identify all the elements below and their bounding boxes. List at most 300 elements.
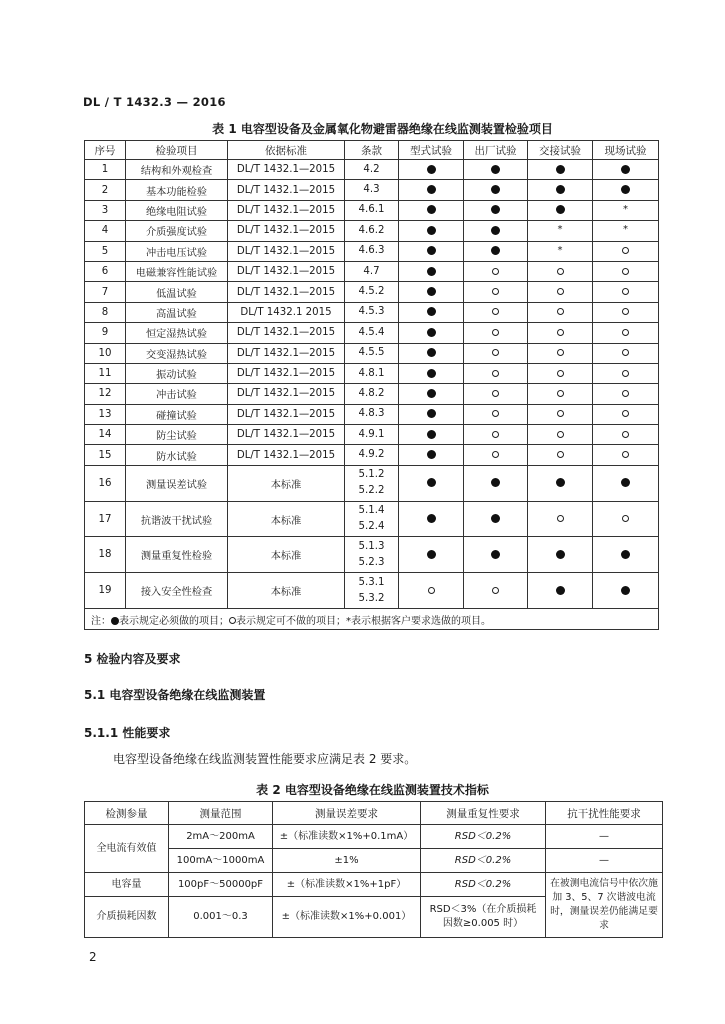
cell-no: 16 <box>85 465 126 501</box>
param-capacitance: 电容量 <box>85 873 169 897</box>
handover-test-mark <box>528 282 593 302</box>
field-test-mark <box>593 445 659 465</box>
hollow-circle-icon <box>557 451 564 458</box>
filled-dot-icon <box>427 550 436 559</box>
filled-dot-icon <box>491 185 500 194</box>
filled-dot-icon <box>491 478 500 487</box>
cell-clause <box>345 573 399 609</box>
handover-test-mark <box>528 160 593 180</box>
asterisk-icon: * <box>557 244 563 256</box>
cell-item: 冲击电压试验 <box>126 241 228 261</box>
col-header-anti-interference: 抗干扰性能要求 <box>546 802 663 825</box>
type-test-mark <box>399 241 464 261</box>
filled-dot-icon <box>556 478 565 487</box>
filled-dot-icon <box>427 409 436 418</box>
table-row <box>85 384 659 404</box>
cell-standard: DL/T 1432.1—2015 <box>228 445 345 465</box>
type-test-mark <box>399 221 464 241</box>
note-dot-text: 表示规定必须做的项目； <box>119 615 229 627</box>
factory-test-mark <box>464 537 528 573</box>
cell-standard: 本标准 <box>228 465 345 501</box>
cell-item: 防尘试验 <box>126 425 228 445</box>
cell-item: 基本功能检验 <box>126 180 228 200</box>
col-header-field-test: 现场试验 <box>593 141 659 160</box>
clause-line: 5.2.2 <box>358 485 385 497</box>
cell-standard: DL/T 1432.1—2015 <box>228 363 345 383</box>
handover-test-mark <box>528 537 593 573</box>
type-test-mark <box>399 282 464 302</box>
type-test-mark <box>399 200 464 220</box>
cell-clause <box>345 537 399 573</box>
cell-clause <box>345 343 399 363</box>
hollow-circle-icon <box>428 587 435 594</box>
cell-clause <box>345 241 399 261</box>
hollow-circle-icon <box>622 288 629 295</box>
hollow-circle-icon <box>557 308 564 315</box>
hollow-circle-icon <box>622 308 629 315</box>
asterisk-icon: * <box>623 224 628 236</box>
hollow-circle-icon <box>622 431 629 438</box>
col-header-type-test: 型式试验 <box>399 141 464 160</box>
clause-line: 5.1.4 <box>358 505 385 517</box>
section-5-heading: 5 检验内容及要求 <box>84 652 181 666</box>
handover-test-mark <box>528 384 593 404</box>
factory-test-mark <box>464 445 528 465</box>
col-header-error: 测量误差要求 <box>273 802 421 825</box>
field-test-mark <box>593 241 659 261</box>
cell-standard: 本标准 <box>228 573 345 609</box>
cell-item: 测量重复性检验 <box>126 537 228 573</box>
cell-no: 4 <box>85 221 126 241</box>
table-row <box>85 465 659 501</box>
hollow-circle-icon <box>492 370 499 377</box>
col-header-range: 测量范围 <box>169 802 273 825</box>
hollow-circle-icon <box>492 268 499 275</box>
type-test-mark <box>399 160 464 180</box>
type-test-mark <box>399 323 464 343</box>
cell-no: 8 <box>85 302 126 322</box>
field-test-mark <box>593 282 659 302</box>
cell-standard: DL/T 1432.1—2015 <box>228 180 345 200</box>
field-test-mark <box>593 343 659 363</box>
cell-clause <box>345 501 399 537</box>
hollow-circle-icon <box>622 390 629 397</box>
clause-line: 4.7 <box>363 265 380 277</box>
table1-caption: 表 1 电容型设备及金属氧化物避雷器绝缘在线监测装置检验项目 <box>212 122 553 136</box>
filled-dot-icon <box>556 550 565 559</box>
hollow-circle-icon <box>492 308 499 315</box>
field-test-mark <box>593 501 659 537</box>
document-header: DL / T 1432.3 — 2016 <box>83 95 226 109</box>
filled-dot-icon <box>621 478 630 487</box>
cell-error: ±（标准读数×1%+0.001） <box>273 897 421 938</box>
filled-dot-icon <box>111 617 119 625</box>
table-row <box>85 849 663 873</box>
hollow-circle-icon <box>557 390 564 397</box>
handover-test-mark <box>528 323 593 343</box>
filled-dot-icon <box>427 514 436 523</box>
hollow-circle-icon <box>492 329 499 336</box>
cell-no: 5 <box>85 241 126 261</box>
factory-test-mark <box>464 282 528 302</box>
cell-clause <box>345 323 399 343</box>
type-test-mark <box>399 573 464 609</box>
cell-no: 13 <box>85 404 126 424</box>
factory-test-mark <box>464 363 528 383</box>
col-header-repeatability: 测量重复性要求 <box>421 802 546 825</box>
clause-line: 4.6.1 <box>358 204 385 216</box>
factory-test-mark <box>464 384 528 404</box>
cell-repeatability: RSD＜0.2% <box>421 873 546 897</box>
page-number: 2 <box>89 950 97 964</box>
filled-dot-icon <box>427 307 436 316</box>
hollow-circle-icon <box>229 617 236 624</box>
factory-test-mark <box>464 241 528 261</box>
hollow-circle-icon <box>622 349 629 356</box>
filled-dot-icon <box>491 226 500 235</box>
cell-item: 碰撞试验 <box>126 404 228 424</box>
filled-dot-icon <box>427 226 436 235</box>
cell-range: 0.001～0.3 <box>169 897 273 938</box>
cell-clause <box>345 465 399 501</box>
note-circle-text: 表示规定可不做的项目；*表示根据客户要求选做的项目。 <box>236 615 491 627</box>
field-test-mark <box>593 302 659 322</box>
cell-standard: DL/T 1432.1 2015 <box>228 302 345 322</box>
factory-test-mark <box>464 261 528 281</box>
table-row <box>85 343 659 363</box>
col-header-standard: 依据标准 <box>228 141 345 160</box>
field-test-mark <box>593 323 659 343</box>
cell-no: 6 <box>85 261 126 281</box>
cell-standard: DL/T 1432.1—2015 <box>228 261 345 281</box>
filled-dot-icon <box>427 478 436 487</box>
handover-test-mark <box>528 404 593 424</box>
field-test-mark <box>593 425 659 445</box>
handover-test-mark <box>528 343 593 363</box>
table-row <box>85 323 659 343</box>
table-row <box>85 425 659 445</box>
cell-no: 11 <box>85 363 126 383</box>
table-row <box>85 261 659 281</box>
hollow-circle-icon <box>622 515 629 522</box>
clause-line: 4.8.1 <box>358 367 385 379</box>
table-row <box>85 404 659 424</box>
clause-line: 4.8.3 <box>358 408 385 420</box>
cell-clause <box>345 404 399 424</box>
cell-standard: DL/T 1432.1—2015 <box>228 323 345 343</box>
cell-no: 15 <box>85 445 126 465</box>
hollow-circle-icon <box>492 410 499 417</box>
table-row <box>85 825 663 849</box>
cell-clause <box>345 302 399 322</box>
factory-test-mark <box>464 323 528 343</box>
table-row <box>85 873 663 897</box>
hollow-circle-icon <box>557 515 564 522</box>
clause-line: 5.2.3 <box>358 556 385 568</box>
col-header-no: 序号 <box>85 141 126 160</box>
factory-test-mark <box>464 180 528 200</box>
clause-line: 4.5.2 <box>358 286 385 298</box>
filled-dot-icon <box>621 550 630 559</box>
handover-test-mark <box>528 180 593 200</box>
clause-line: 5.1.2 <box>358 469 385 481</box>
field-test-mark <box>593 384 659 404</box>
hollow-circle-icon <box>492 587 499 594</box>
hollow-circle-icon <box>557 410 564 417</box>
clause-line: 4.3 <box>363 184 380 196</box>
hollow-circle-icon <box>622 370 629 377</box>
cell-standard: 本标准 <box>228 501 345 537</box>
clause-line: 4.9.2 <box>358 449 385 461</box>
field-test-mark <box>593 465 659 501</box>
handover-test-mark <box>528 465 593 501</box>
filled-dot-icon <box>491 514 500 523</box>
body-paragraph: 电容型设备绝缘在线监测装置性能要求应满足表 2 要求。 <box>113 752 417 766</box>
factory-test-mark <box>464 160 528 180</box>
type-test-mark <box>399 363 464 383</box>
cell-standard: DL/T 1432.1—2015 <box>228 282 345 302</box>
type-test-mark <box>399 465 464 501</box>
factory-test-mark <box>464 200 528 220</box>
filled-dot-icon <box>556 185 565 194</box>
handover-test-mark <box>528 241 593 261</box>
clause-line: 4.5.3 <box>358 306 385 318</box>
field-test-mark <box>593 537 659 573</box>
clause-line: 5.3.1 <box>358 576 385 588</box>
filled-dot-icon <box>556 586 565 595</box>
table-row <box>85 160 659 180</box>
table-row <box>85 445 659 465</box>
hollow-circle-icon <box>557 268 564 275</box>
param-dielectric-loss: 介质损耗因数 <box>85 897 169 938</box>
cell-item: 抗谐波干扰试验 <box>126 501 228 537</box>
inspection-items-table <box>84 140 659 630</box>
cell-item: 低温试验 <box>126 282 228 302</box>
clause-line: 5.1.3 <box>358 540 385 552</box>
table-row <box>85 573 659 609</box>
clause-line: 4.5.4 <box>358 326 385 338</box>
cell-no: 10 <box>85 343 126 363</box>
cell-item: 结构和外观检查 <box>126 160 228 180</box>
cell-anti-interference: 在被测电流信号中依次施加 3、5、7 次谐波电流时，测量误差仍能满足要求 <box>546 873 663 938</box>
cell-clause <box>345 363 399 383</box>
filled-dot-icon <box>491 205 500 214</box>
field-test-mark <box>593 404 659 424</box>
cell-item: 冲击试验 <box>126 384 228 404</box>
filled-dot-icon <box>427 430 436 439</box>
field-test-mark <box>593 200 659 220</box>
clause-line: 4.9.1 <box>358 428 385 440</box>
col-header-factory-test: 出厂试验 <box>464 141 528 160</box>
filled-dot-icon <box>491 550 500 559</box>
factory-test-mark <box>464 221 528 241</box>
hollow-circle-icon <box>557 329 564 336</box>
table2-caption: 表 2 电容型设备绝缘在线监测装置技术指标 <box>256 783 489 797</box>
type-test-mark <box>399 537 464 573</box>
hollow-circle-icon <box>557 431 564 438</box>
table-row <box>85 537 659 573</box>
table-row <box>85 363 659 383</box>
hollow-circle-icon <box>622 247 629 254</box>
handover-test-mark <box>528 221 593 241</box>
filled-dot-icon <box>427 246 436 255</box>
filled-dot-icon <box>621 165 630 174</box>
cell-standard: DL/T 1432.1—2015 <box>228 384 345 404</box>
hollow-circle-icon <box>622 410 629 417</box>
cell-range: 100pF～50000pF <box>169 873 273 897</box>
clause-line: 4.5.5 <box>358 347 385 359</box>
cell-no: 14 <box>85 425 126 445</box>
handover-test-mark <box>528 302 593 322</box>
cell-item: 电磁兼容性能试验 <box>126 261 228 281</box>
cell-clause <box>345 200 399 220</box>
clause-line: 5.2.4 <box>358 521 385 533</box>
factory-test-mark <box>464 465 528 501</box>
hollow-circle-icon <box>622 268 629 275</box>
cell-item: 测量误差试验 <box>126 465 228 501</box>
cell-item: 接入安全性检查 <box>126 573 228 609</box>
cell-clause <box>345 282 399 302</box>
cell-standard: DL/T 1432.1—2015 <box>228 221 345 241</box>
cell-item: 恒定湿热试验 <box>126 323 228 343</box>
handover-test-mark <box>528 363 593 383</box>
clause-line: 4.8.2 <box>358 387 385 399</box>
filled-dot-icon <box>621 185 630 194</box>
filled-dot-icon <box>427 369 436 378</box>
hollow-circle-icon <box>622 451 629 458</box>
filled-dot-icon <box>621 586 630 595</box>
hollow-circle-icon <box>622 329 629 336</box>
asterisk-icon: * <box>557 224 563 236</box>
table-row <box>85 180 659 200</box>
table1-note <box>85 609 659 630</box>
cell-standard: DL/T 1432.1—2015 <box>228 241 345 261</box>
hollow-circle-icon <box>492 288 499 295</box>
field-test-mark <box>593 180 659 200</box>
type-test-mark <box>399 384 464 404</box>
section-5-1-1-heading: 5.1.1 性能要求 <box>84 726 171 740</box>
cell-standard: DL/T 1432.1—2015 <box>228 425 345 445</box>
cell-clause <box>345 221 399 241</box>
factory-test-mark <box>464 501 528 537</box>
cell-error: ±1% <box>273 849 421 873</box>
cell-repeatability: RSD＜0.2% <box>421 825 546 849</box>
type-test-mark <box>399 425 464 445</box>
cell-clause <box>345 445 399 465</box>
clause-line: 5.3.2 <box>358 592 385 604</box>
cell-standard: DL/T 1432.1—2015 <box>228 160 345 180</box>
cell-clause <box>345 160 399 180</box>
filled-dot-icon <box>556 165 565 174</box>
filled-dot-icon <box>427 185 436 194</box>
filled-dot-icon <box>491 165 500 174</box>
factory-test-mark <box>464 425 528 445</box>
filled-dot-icon <box>556 205 565 214</box>
hollow-circle-icon <box>492 431 499 438</box>
note-prefix: 注： <box>91 615 111 627</box>
cell-item: 高温试验 <box>126 302 228 322</box>
cell-range: 2mA～200mA <box>169 825 273 849</box>
hollow-circle-icon <box>492 451 499 458</box>
field-test-mark <box>593 221 659 241</box>
cell-no: 3 <box>85 200 126 220</box>
handover-test-mark <box>528 445 593 465</box>
handover-test-mark <box>528 200 593 220</box>
cell-standard: DL/T 1432.1—2015 <box>228 343 345 363</box>
filled-dot-icon <box>427 205 436 214</box>
field-test-mark <box>593 363 659 383</box>
cell-item: 交变湿热试验 <box>126 343 228 363</box>
filled-dot-icon <box>427 450 436 459</box>
type-test-mark <box>399 261 464 281</box>
cell-no: 2 <box>85 180 126 200</box>
hollow-circle-icon <box>557 370 564 377</box>
type-test-mark <box>399 302 464 322</box>
field-test-mark <box>593 261 659 281</box>
table-row <box>85 501 659 537</box>
col-header-item: 检验项目 <box>126 141 228 160</box>
cell-clause <box>345 180 399 200</box>
table-row <box>85 302 659 322</box>
cell-anti-interference: — <box>546 849 663 873</box>
type-test-mark <box>399 445 464 465</box>
type-test-mark <box>399 180 464 200</box>
handover-test-mark <box>528 501 593 537</box>
param-total-current: 全电流有效值 <box>85 825 169 873</box>
clause-line: 4.2 <box>363 163 380 175</box>
cell-item: 防水试验 <box>126 445 228 465</box>
type-test-mark <box>399 343 464 363</box>
type-test-mark <box>399 404 464 424</box>
col-header-clause: 条款 <box>345 141 399 160</box>
cell-no: 9 <box>85 323 126 343</box>
hollow-circle-icon <box>557 288 564 295</box>
cell-error: ±（标准读数×1%+0.1mA） <box>273 825 421 849</box>
cell-no: 7 <box>85 282 126 302</box>
table-row <box>85 221 659 241</box>
field-test-mark <box>593 160 659 180</box>
cell-repeatability: RSD＜3%（在介质损耗因数≥0.005 时） <box>421 897 546 938</box>
filled-dot-icon <box>427 267 436 276</box>
cell-no: 18 <box>85 537 126 573</box>
cell-error: ±（标准读数×1%+1pF） <box>273 873 421 897</box>
filled-dot-icon <box>427 389 436 398</box>
clause-line: 4.6.3 <box>358 245 385 257</box>
table-row <box>85 241 659 261</box>
cell-clause <box>345 384 399 404</box>
filled-dot-icon <box>427 328 436 337</box>
filled-dot-icon <box>427 165 436 174</box>
factory-test-mark <box>464 404 528 424</box>
filled-dot-icon <box>491 246 500 255</box>
handover-test-mark <box>528 573 593 609</box>
cell-item: 绝缘电阻试验 <box>126 200 228 220</box>
hollow-circle-icon <box>557 349 564 356</box>
table1-header-row <box>85 141 659 160</box>
handover-test-mark <box>528 425 593 445</box>
filled-dot-icon <box>427 348 436 357</box>
col-header-parameter: 检测参量 <box>85 802 169 825</box>
factory-test-mark <box>464 343 528 363</box>
hollow-circle-icon <box>492 349 499 356</box>
handover-test-mark <box>528 261 593 281</box>
col-header-handover-test: 交接试验 <box>528 141 593 160</box>
cell-item: 振动试验 <box>126 363 228 383</box>
cell-clause <box>345 261 399 281</box>
clause-line: 4.6.2 <box>358 224 385 236</box>
field-test-mark <box>593 573 659 609</box>
cell-range: 100mA～1000mA <box>169 849 273 873</box>
